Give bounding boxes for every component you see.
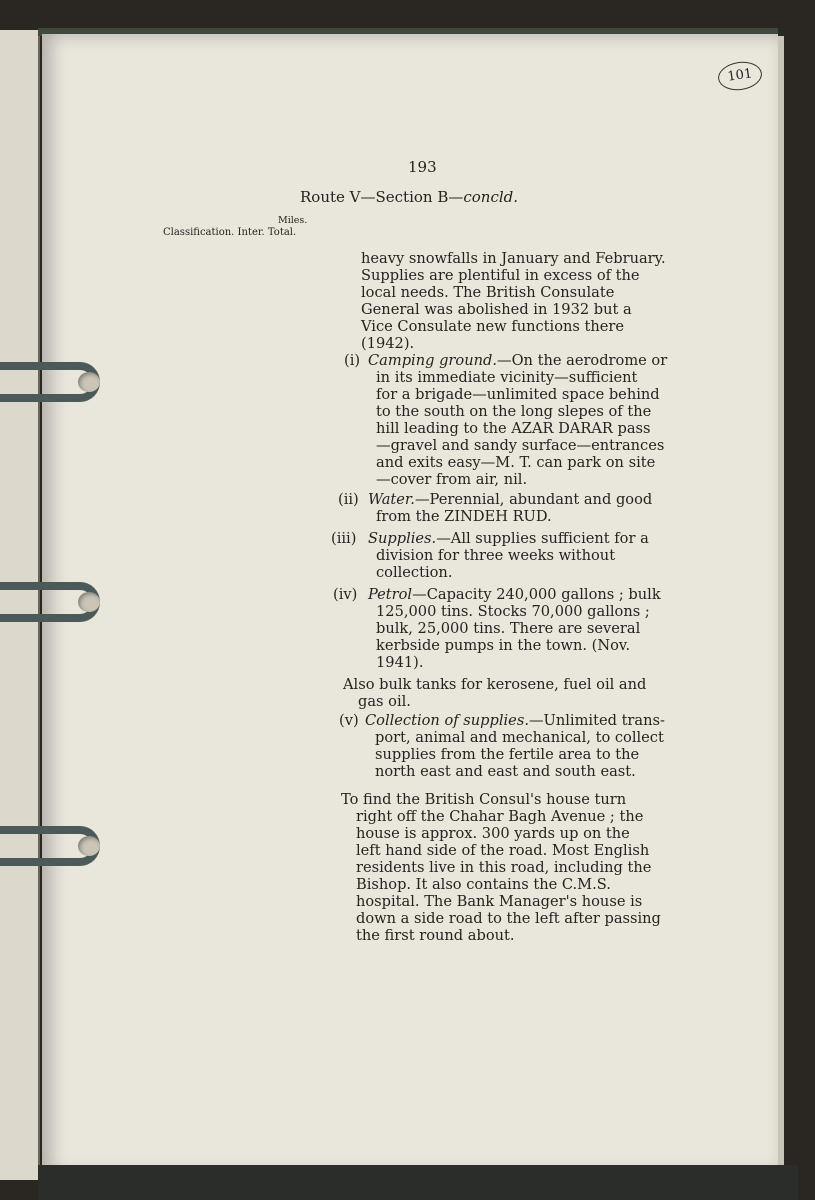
text-line: (1942). — [361, 335, 415, 352]
item-marker: (v) — [339, 712, 359, 729]
folio-number: 101 — [716, 59, 763, 93]
text-line: —cover from air, nil. — [376, 471, 528, 488]
text-line: General was abolished in 1932 but a — [361, 301, 632, 318]
book-cover-bottom — [38, 1165, 798, 1200]
text-line: north east and east and south east. — [375, 763, 636, 780]
punch-hole — [78, 836, 100, 856]
item-title: Camping ground. — [368, 352, 497, 369]
text-line: hill leading to the AZAR DARAR pass — [376, 420, 651, 437]
text-line: the first round about. — [356, 927, 515, 944]
page-number: 193 — [408, 158, 437, 176]
text-line: house is approx. 300 yards up on the — [356, 825, 630, 842]
water-paragraph — [368, 491, 652, 525]
text-line: gas oil. — [358, 693, 411, 710]
item-title: Collection of supplies. — [365, 712, 529, 729]
text-line: right off the Chahar Bagh Avenue ; the — [356, 808, 644, 825]
consul-house-paragraph — [341, 791, 661, 944]
text-line: port, animal and mechanical, to collect — [375, 729, 664, 746]
text-line: left hand side of the road. Most English — [356, 842, 650, 859]
item-marker: (i) — [344, 352, 361, 369]
text-line: Bishop. It also contains the C.M.S. — [356, 876, 611, 893]
text-line: —Perennial, abundant and good — [414, 491, 653, 508]
text-line: —All supplies sufficient for a — [436, 530, 649, 547]
item-marker: (iii) — [331, 530, 357, 547]
page-edge — [778, 36, 784, 1172]
text-line: and exits easy—M. T. can park on site — [376, 454, 656, 471]
text-line: kerbside pumps in the town. (Nov. — [376, 637, 631, 654]
text-line: Also bulk tanks for kerosene, fuel oil and — [343, 676, 647, 693]
text-line: bulk, 25,000 tins. There are several — [376, 620, 641, 637]
punch-hole — [78, 592, 100, 612]
text-line: heavy snowfalls in January and February. — [361, 250, 666, 267]
text-line: residents live in this road, including the — [356, 859, 652, 876]
text-line: Supplies are plentiful in excess of the — [361, 267, 640, 284]
text-line: local needs. The British Consulate — [361, 284, 615, 301]
text-line: Vice Consulate new functions there — [361, 318, 625, 335]
text-line: to the south on the long slepes of the — [376, 403, 652, 420]
collection-paragraph — [365, 712, 665, 780]
item-title: Supplies. — [368, 530, 437, 547]
text-line: —gravel and sandy surface—entrances — [376, 437, 665, 454]
text-line: To find the British Consul's house turn — [341, 791, 627, 808]
text-line: collection. — [376, 564, 453, 581]
supplies-paragraph — [368, 530, 649, 581]
text-line: from the ZINDEH RUD. — [376, 508, 552, 525]
text-line: —Unlimited trans- — [528, 712, 665, 729]
text-line: down a side road to the left after passing — [356, 910, 661, 927]
item-title: Water. — [368, 491, 415, 508]
text-line: division for three weeks without — [376, 547, 616, 564]
intro-paragraph — [361, 250, 666, 352]
bulk-tanks-paragraph — [343, 676, 646, 710]
camping-ground-paragraph — [368, 352, 667, 488]
petrol-paragraph — [368, 586, 661, 671]
miles-header: Miles. — [278, 215, 308, 226]
text-line: hospital. The Bank Manager's house is — [356, 893, 643, 910]
text-line: —Capacity 240,000 gallons ; bulk — [412, 586, 661, 603]
text-line: in its immediate vicinity—sufficient — [376, 369, 638, 386]
heading-suffix: concld. — [463, 188, 519, 206]
item-marker: (iv) — [333, 586, 358, 603]
punch-hole — [78, 372, 100, 392]
text-line: supplies from the fertile area to the — [375, 746, 640, 763]
item-marker: (ii) — [338, 491, 359, 508]
text-line: 125,000 tins. Stocks 70,000 gallons ; — [376, 603, 650, 620]
text-line: 1941). — [376, 654, 424, 671]
text-line: —On the aerodrome or — [496, 352, 668, 369]
page-heading — [300, 188, 518, 206]
heading-prefix: Route V—Section B— — [300, 188, 464, 206]
classification-header: Classification. Inter. Total. — [163, 227, 297, 238]
item-title: Petrol — [368, 586, 413, 603]
text-line: for a brigade—unlimited space behind — [376, 386, 660, 403]
